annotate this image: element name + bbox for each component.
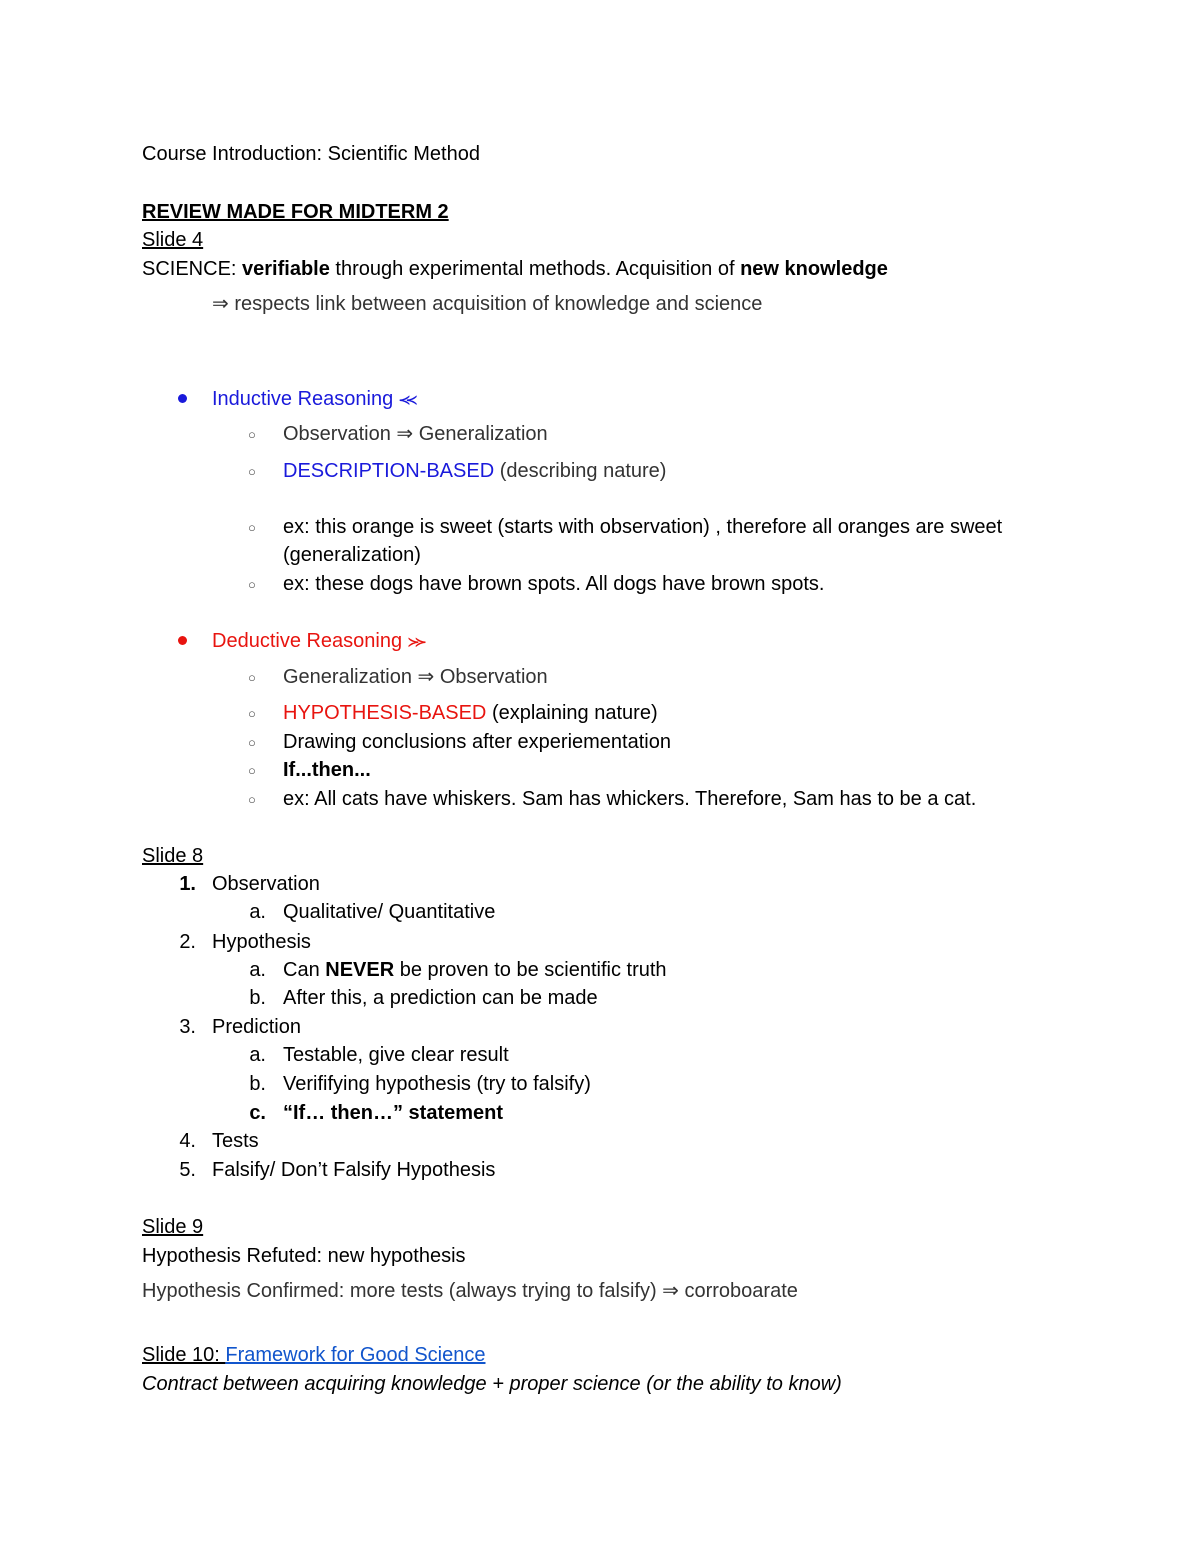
slide10-note: Contract between acquiring knowledge + proper science (or the ability to know)	[142, 1373, 842, 1395]
science-definition	[142, 257, 888, 281]
slide10-label: Slide 10:	[142, 1344, 226, 1366]
circle-bullet-icon: ○	[248, 706, 256, 721]
list-subitem: “If… then…” statement	[283, 1102, 504, 1124]
description-based-label: DESCRIPTION-BASED	[283, 460, 495, 482]
subitem-text: Can	[283, 959, 326, 981]
list-item: Observation	[212, 873, 320, 895]
list-letter: a.	[249, 1044, 266, 1066]
list-subitem: After this, a prediction can be made	[283, 987, 598, 1009]
hypothesis-refuted: Hypothesis Refuted: new hypothesis	[142, 1245, 466, 1267]
circle-bullet-icon: ○	[248, 670, 256, 685]
circle-bullet-icon: ○	[248, 577, 256, 592]
list-item: Tests	[212, 1130, 259, 1152]
review-heading: REVIEW MADE FOR MIDTERM 2	[142, 201, 449, 223]
list-letter: a.	[249, 901, 266, 923]
inductive-heading: Inductive Reasoning ⪻	[212, 388, 418, 410]
list-subitem: Testable, give clear result	[283, 1044, 509, 1066]
list-letter: b.	[249, 1073, 266, 1095]
science-bold-new-knowledge: new knowledge	[740, 258, 888, 280]
hypothesis-confirmed: Hypothesis Confirmed: more tests (always trying to falsify) ⇒ corroboarate	[142, 1280, 798, 1302]
deductive-item: ex: All cats have whiskers. Sam has whickers. Therefore, Sam has to be a cat.	[283, 788, 977, 810]
list-letter: b.	[249, 987, 266, 1009]
circle-bullet-icon: ○	[248, 735, 256, 750]
list-letter: a.	[249, 959, 266, 981]
hypothesis-based-label: HYPOTHESIS-BASED	[283, 702, 487, 724]
deductive-item: Generalization ⇒ Observation	[283, 666, 548, 688]
circle-bullet-icon: ○	[248, 792, 256, 807]
deductive-item: Drawing conclusions after experiementation	[283, 731, 671, 753]
list-letter: c.	[249, 1102, 266, 1124]
science-mid: through experimental methods. Acquisition of	[329, 258, 741, 280]
deductive-item	[283, 701, 658, 725]
doc-title: Course Introduction: Scientific Method	[142, 143, 480, 165]
list-item: Falsify/ Don’t Falsify Hypothesis	[212, 1159, 496, 1181]
list-subitem	[283, 958, 667, 982]
bullet-dot-icon	[178, 394, 187, 403]
slide8-label: Slide 8	[142, 845, 204, 867]
science-prefix: SCIENCE:	[142, 258, 243, 280]
inductive-item: ex: this orange is sweet (starts with observation) , therefore all oranges are sweet	[283, 516, 1003, 538]
list-subitem: Verififying hypothesis (try to falsify)	[283, 1073, 591, 1095]
slide10-heading	[142, 1343, 486, 1367]
bullet-dot-icon	[178, 636, 187, 645]
science-bold-verifiable: verifiable	[242, 258, 330, 280]
list-item: Prediction	[212, 1016, 301, 1038]
hypothesis-based-note: (explaining nature)	[486, 702, 658, 724]
circle-bullet-icon: ○	[248, 427, 256, 442]
deductive-heading: Deductive Reasoning ⪼	[212, 630, 427, 652]
list-item: Hypothesis	[212, 931, 311, 953]
inductive-item: Observation ⇒ Generalization	[283, 423, 548, 445]
list-number: 5.	[179, 1159, 196, 1181]
subitem-text: be proven to be scientific truth	[394, 959, 667, 981]
list-number: 4.	[179, 1130, 196, 1152]
deductive-item: If...then...	[283, 759, 371, 781]
slide9-label: Slide 9	[142, 1216, 204, 1238]
inductive-item	[283, 459, 666, 483]
inductive-item-continued: (generalization)	[283, 544, 421, 566]
list-number: 2.	[179, 931, 196, 953]
science-arrow-line: ⇒ respects link between acquisition of knowledge and science	[212, 293, 763, 315]
list-number: 3.	[179, 1016, 196, 1038]
circle-bullet-icon: ○	[248, 520, 256, 535]
list-subitem: Qualitative/ Quantitative	[283, 901, 496, 923]
description-based-note: (describing nature)	[494, 460, 667, 482]
slide4-label: Slide 4	[142, 229, 204, 251]
subitem-bold: NEVER	[325, 959, 395, 981]
list-number: 1.	[179, 873, 196, 895]
inductive-item: ex: these dogs have brown spots. All dogs have brown spots.	[283, 573, 825, 595]
framework-link[interactable]: Framework for Good Science	[225, 1344, 486, 1366]
circle-bullet-icon: ○	[248, 763, 256, 778]
circle-bullet-icon: ○	[248, 464, 256, 479]
